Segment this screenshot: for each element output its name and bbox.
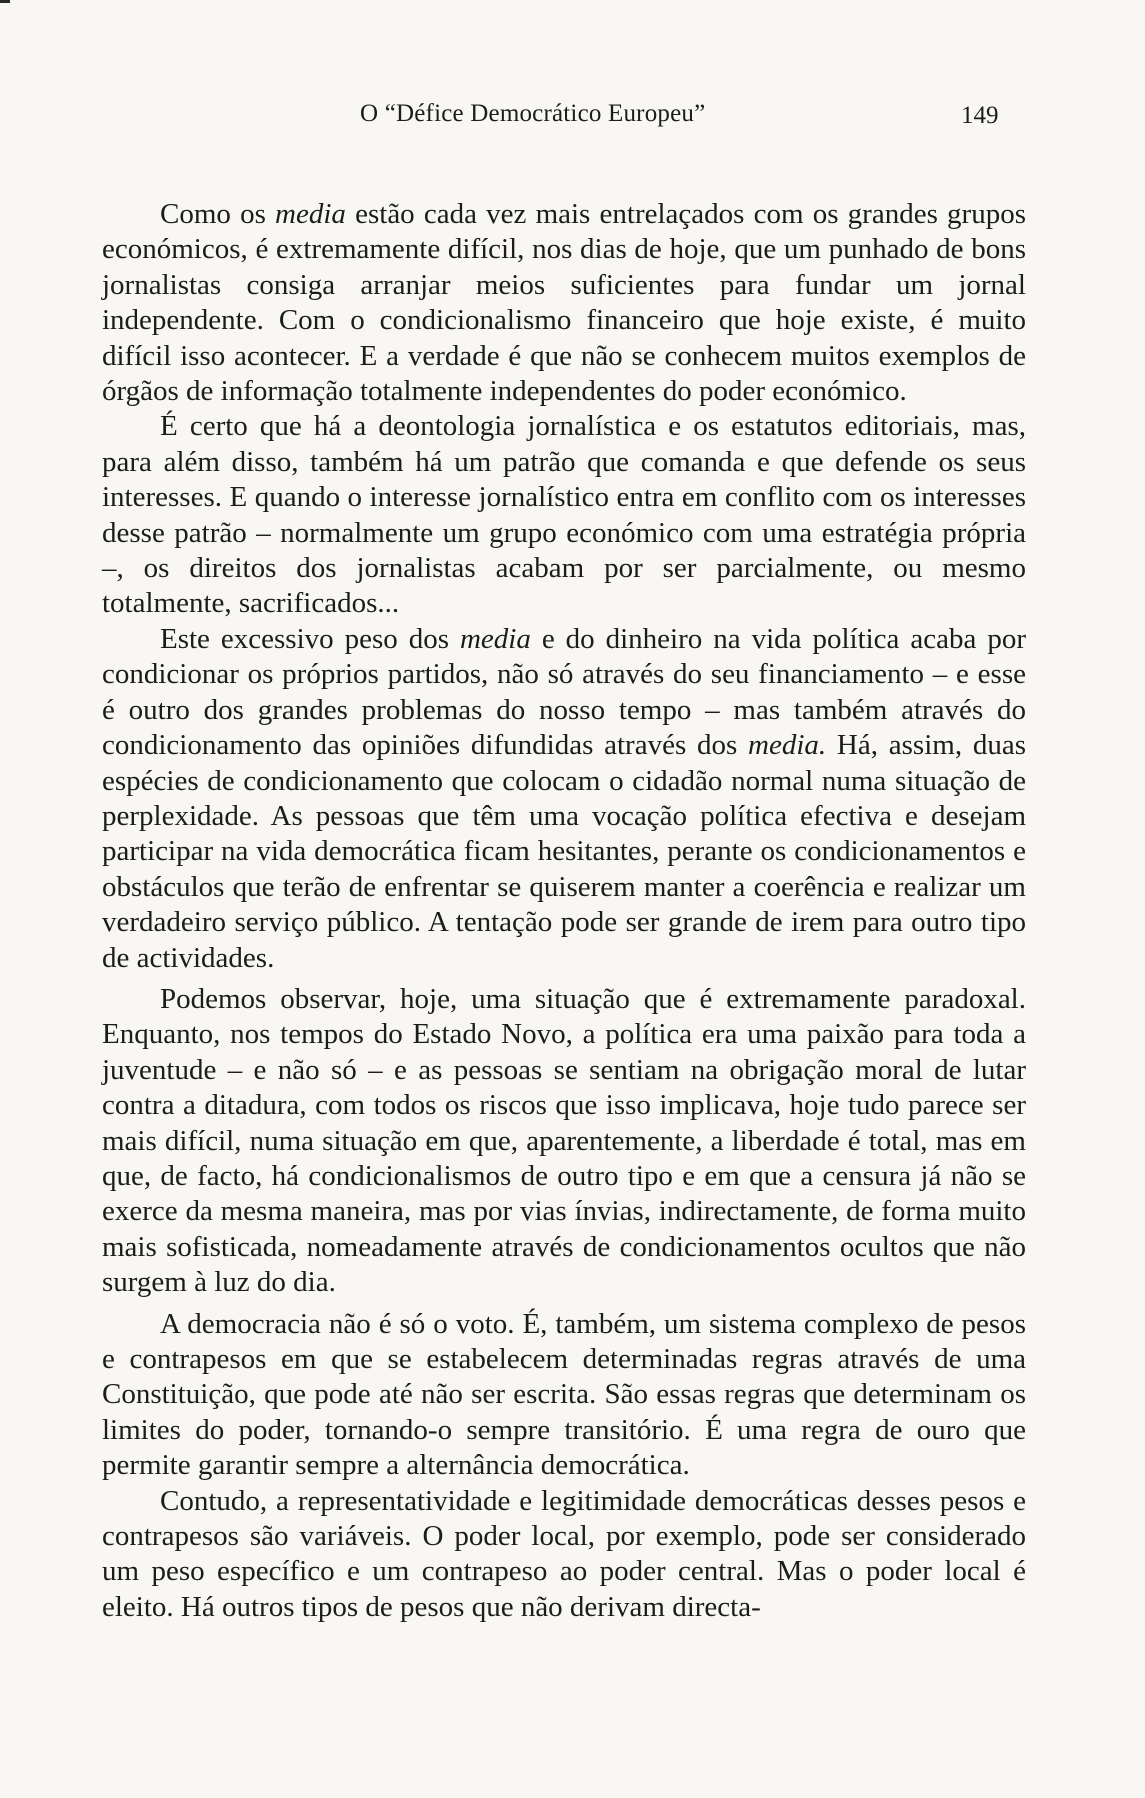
text-run: É certo que há a deontologia jornalística e os estatutos editoriais, mas, para além disso, também há um patrão que comanda e que defende os seus interesses. E quando o interesse jornalístico entra em conflito com os interesses desse patrão – normalmente um grupo económico com uma estratégia própria –, os direitos dos jornalistas acabam por ser parcialmente, ou mesmo totalmente, sacrificados... <box>102 410 1026 620</box>
text-run: Como os <box>160 198 276 230</box>
page-number: 149 <box>961 102 999 129</box>
text-run: Contudo, a representatividade e legitimidade democráticas desses pesos e contrapesos são variáveis. O poder local, por exemplo, pode ser considerado um peso específico e um contrapeso ao poder central. Mas o poder local é eleito. Há outros tipos de pesos que não derivam directa- <box>102 1484 1026 1623</box>
text-run: Este excessivo peso dos <box>160 622 460 655</box>
paragraph <box>102 622 1026 976</box>
paragraph <box>102 982 1026 1301</box>
italic-term: media <box>459 622 531 655</box>
italic-term: media. <box>748 729 827 762</box>
paragraph <box>102 197 1026 409</box>
text-run: A democracia não é só o voto. É, também, um sistema complexo de pesos e contrapesos em que se estabelecem determinadas regras através de uma Constituição, que pode até não ser escrita. São essas regras que determinam os limites do poder, tornando-o sempre transitório. É uma regra de ouro que permite garantir sempre a alternância democrática. <box>102 1307 1026 1482</box>
scan-edge-mark <box>0 0 10 3</box>
paragraph <box>102 1307 1026 1484</box>
text-run: e do dinheiro na vida política acaba por condicionar os próprios partidos, não só através do seu financiamento – e esse é outro dos grandes problemas do nosso tempo – mas também através do condicionamento das opiniões difundidas através dos <box>102 622 1026 762</box>
paragraph <box>102 409 1026 621</box>
text-run: Podemos observar, hoje, uma situação que é extremamente paradoxal. Enquanto, nos tempos do Estado Novo, a política era uma paixão para toda a juventude – e não só – e as pessoas se sentiam na obrigação moral de lutar contra a ditadura, com todos os riscos que isso implicava, hoje tudo parece ser mais difícil, numa situação em que, aparentemente, a liberdade é total, mas em que, de facto, há condicionalismos de outro tipo e em que a censura já não se exerce da mesma maneira, mas por vias ínvias, indirectamente, de forma muito mais sofisticada, nomeadamente através de condicionamentos ocultos que não surgem à luz do dia. <box>102 982 1026 1299</box>
text-run: Há, assim, duas espécies de condicionamento que colocam o cidadão normal numa situação de perplexidade. As pessoas que têm uma vocação política efectiva e desejam participar na vida democrática ficam hesitantes, perante os condicionamentos e obstáculos que terão de enfrentar se quiserem manter a coerência e realizar um verdadeiro serviço público. A tentação pode ser grande de irem para outro tipo de actividades. <box>102 729 1026 974</box>
paragraph <box>102 1484 1026 1626</box>
page-header <box>0 100 1145 134</box>
text-run: estão cada vez mais entrelaçados com os grandes grupos económicos, é extremamente difícil, nos dias de hoje, que um punhado de bons jornalistas consiga arranjar meios suficientes para fundar um jornal independente. Com o condicionalismo financeiro que hoje existe, é muito difícil isso acontecer. E a verdade é que não se conhecem muitos exemplos de órgãos de informação totalmente independentes do poder económico. <box>102 198 1026 408</box>
body-text <box>102 197 1026 1625</box>
running-title: O “Défice Democrático Europeu” <box>360 100 706 127</box>
italic-term: media <box>275 198 346 230</box>
